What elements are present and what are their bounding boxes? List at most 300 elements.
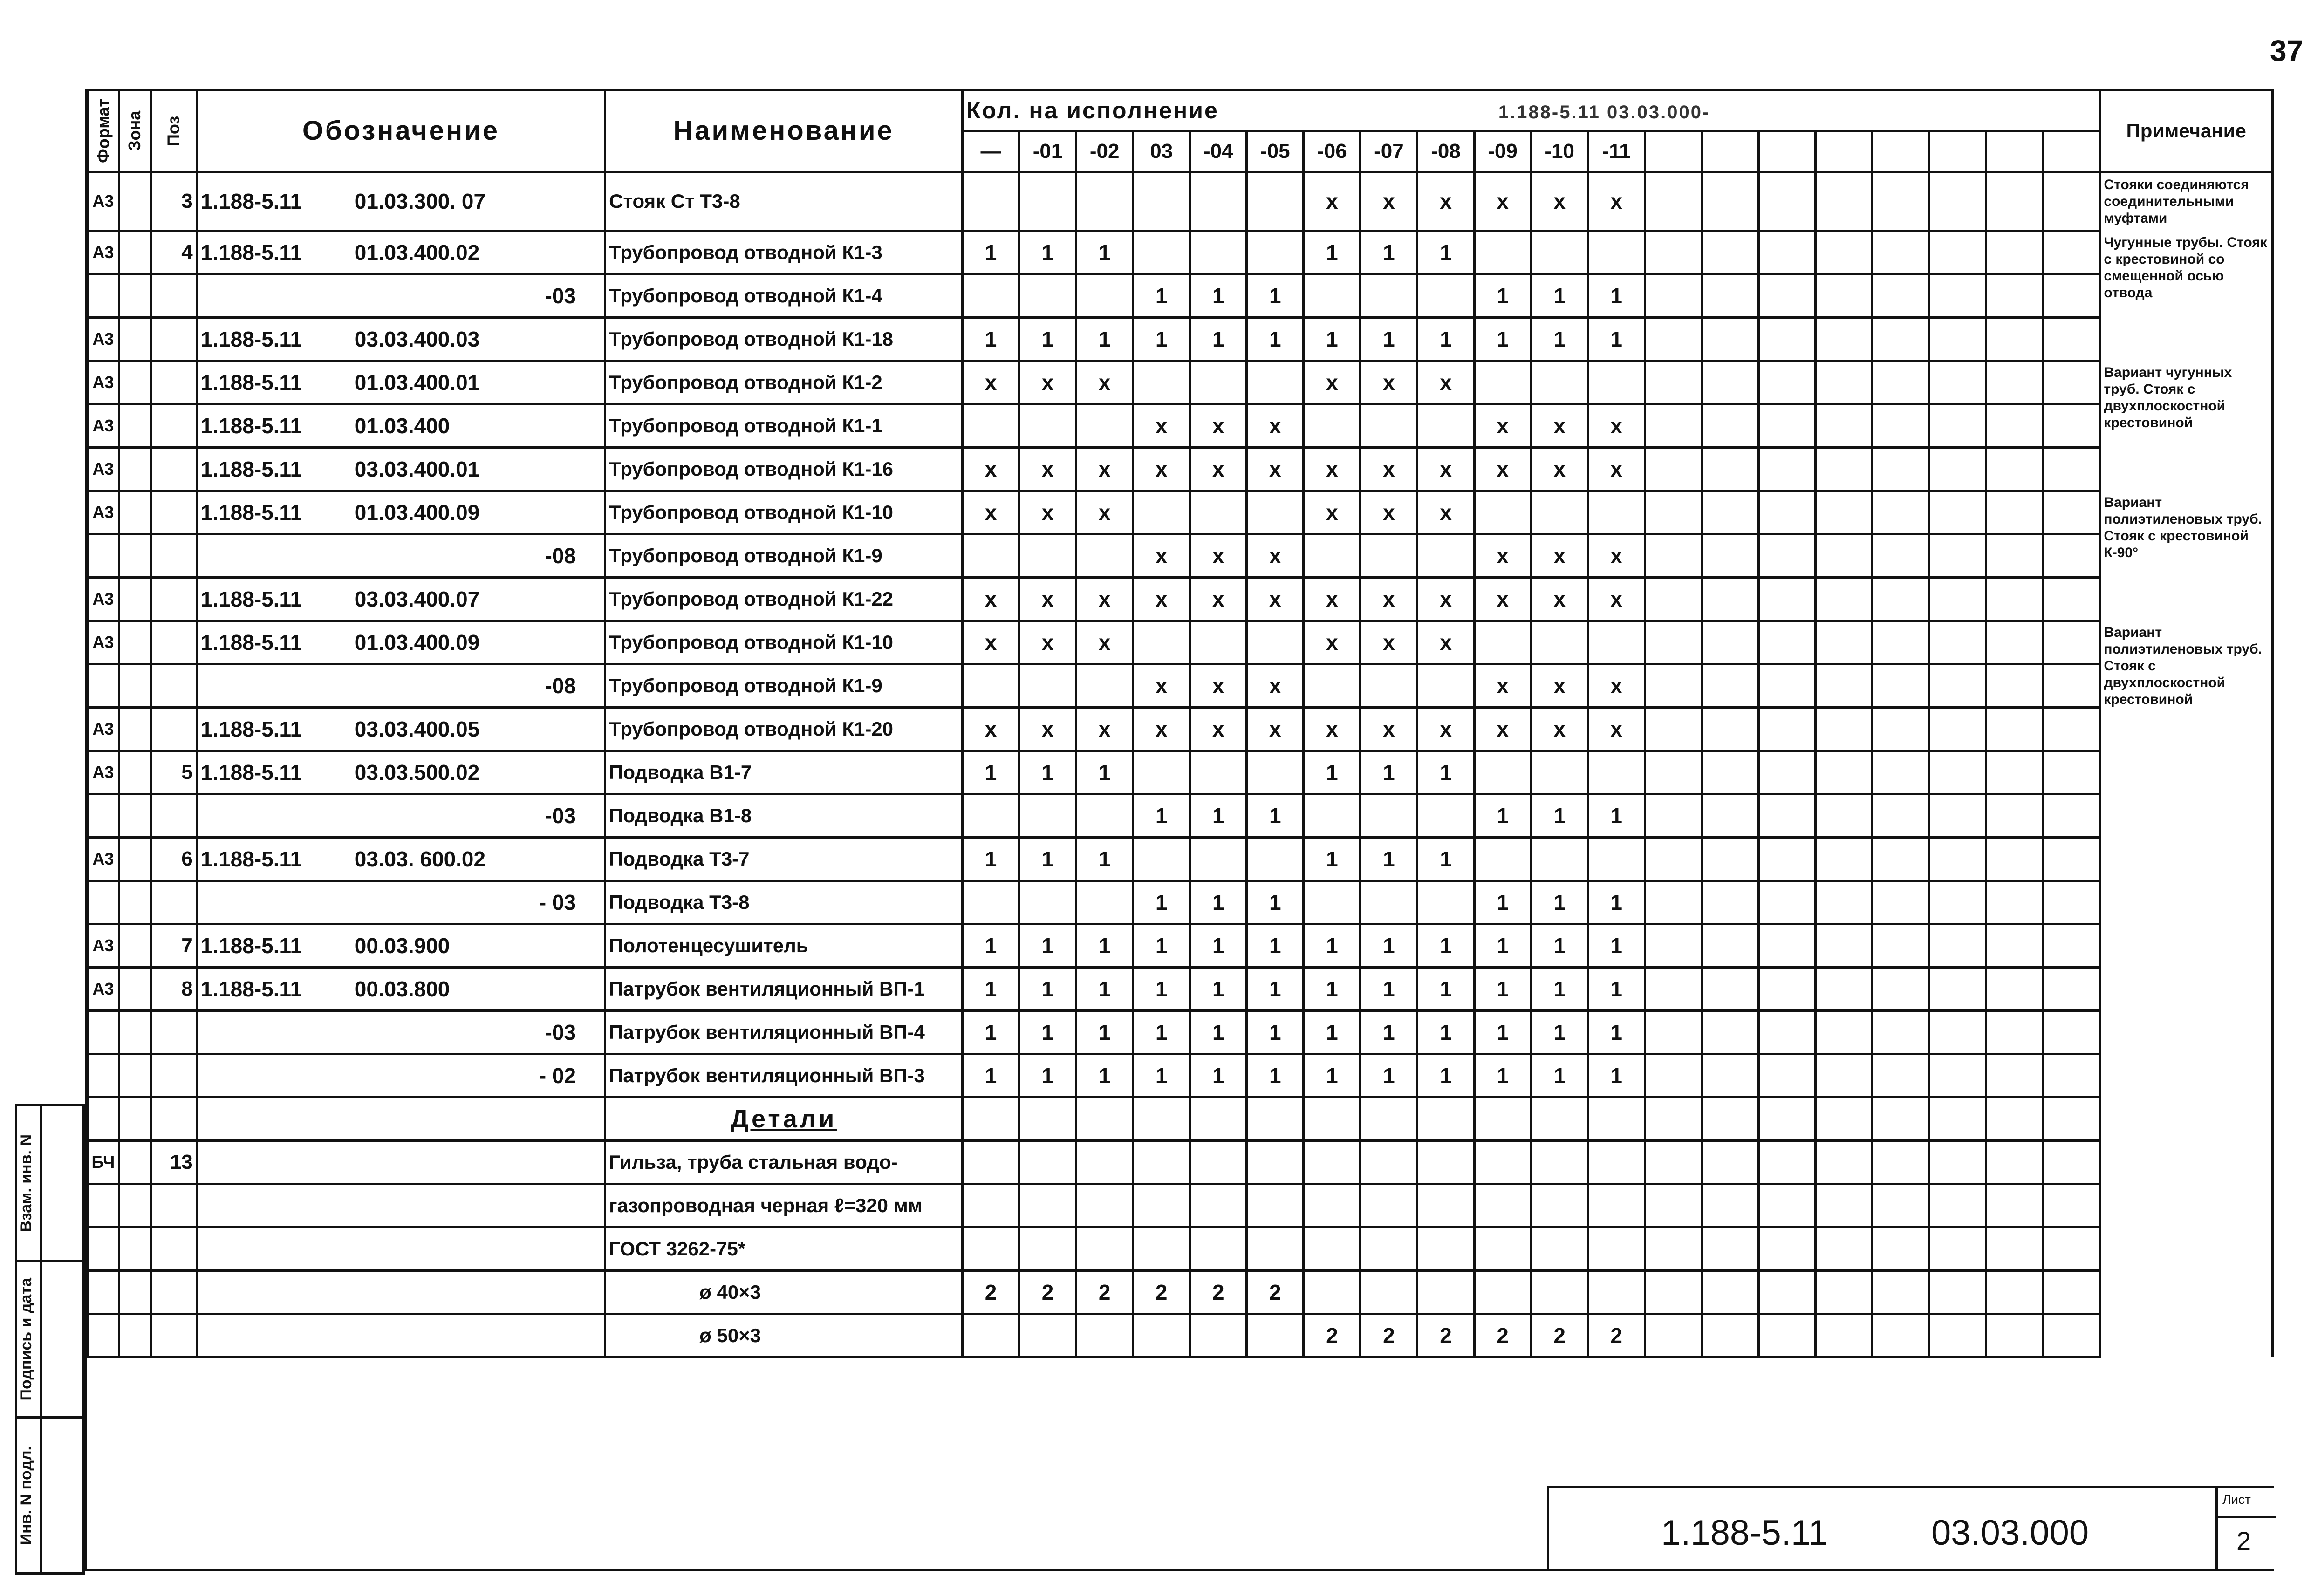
qty-cell — [1361, 1270, 1417, 1314]
qty-cell — [1758, 1097, 1815, 1140]
format-cell: А3 — [88, 172, 119, 231]
qty-cell — [1758, 1314, 1815, 1357]
qty-cell — [2043, 1010, 2100, 1054]
section-heading: Детали — [605, 1097, 963, 1140]
qty-cell — [1588, 231, 1645, 274]
qty-cell — [1758, 317, 1815, 361]
qty-cell: x — [1076, 707, 1133, 750]
qty-cell: x — [1417, 172, 1474, 231]
qty-cell — [1361, 664, 1417, 707]
qty-cell — [1986, 621, 2043, 664]
qty-cell — [1190, 750, 1247, 794]
qty-cell — [1702, 1184, 1758, 1227]
designation-number: 01.03.400.02 — [354, 240, 480, 265]
qty-cell — [1645, 837, 1702, 880]
qty-cell: 1 — [1588, 317, 1645, 361]
qty-cell: x — [1247, 664, 1304, 707]
qty-cell — [1304, 534, 1361, 577]
frame-bottom-line — [86, 1569, 2274, 1571]
qty-cell — [1702, 404, 1758, 447]
qty-cell — [1076, 1227, 1133, 1270]
qty-cell — [1702, 967, 1758, 1010]
qty-cell — [1702, 534, 1758, 577]
zone-cell — [119, 1227, 150, 1270]
qty-cell — [1872, 231, 1929, 274]
pos-cell: 5 — [150, 750, 197, 794]
qty-cell — [1929, 837, 1986, 880]
qty-cell — [1986, 1184, 2043, 1227]
name-cell: Трубопровод отводной К1-22 — [605, 577, 963, 621]
qty-cell — [1076, 1184, 1133, 1227]
zone-cell — [119, 1140, 150, 1184]
format-cell — [88, 1270, 119, 1314]
qty-cell: x — [1531, 664, 1588, 707]
qty-cell — [1588, 837, 1645, 880]
qty-cell — [2043, 577, 2100, 621]
qty-cell — [1531, 750, 1588, 794]
qty-cell — [1588, 361, 1645, 404]
qty-cell — [1190, 621, 1247, 664]
qty-cell — [1929, 794, 1986, 837]
variant-header: -08 — [1417, 131, 1474, 172]
qty-cell: 1 — [1247, 1010, 1304, 1054]
qty-cell — [1133, 231, 1190, 274]
qty-cell — [1872, 361, 1929, 404]
qty-cell: 1 — [1247, 317, 1304, 361]
designation-cell — [197, 361, 605, 404]
qty-cell: x — [1417, 707, 1474, 750]
table-row — [88, 880, 2273, 924]
pos-cell — [150, 664, 197, 707]
qty-cell — [1815, 664, 1872, 707]
qty-cell — [1758, 707, 1815, 750]
note-cell — [2100, 750, 2273, 1357]
variant-header: -06 — [1304, 131, 1361, 172]
qty-cell: 1 — [1133, 794, 1190, 837]
qty-cell — [1929, 1097, 1986, 1140]
qty-cell — [2043, 534, 2100, 577]
name-cell: Трубопровод отводной К1-10 — [605, 621, 963, 664]
qty-cell — [1645, 231, 1702, 274]
qty-cell — [1872, 1010, 1929, 1054]
designation-cell — [197, 794, 605, 837]
qty-cell: 1 — [1190, 967, 1247, 1010]
qty-cell — [1361, 1140, 1417, 1184]
qty-cell — [1702, 1270, 1758, 1314]
qty-cell: x — [1361, 491, 1417, 534]
qty-cell: 1 — [1304, 317, 1361, 361]
qty-cell — [1076, 794, 1133, 837]
zone-cell — [119, 577, 150, 621]
qty-cell — [1929, 1184, 1986, 1227]
qty-cell — [1758, 924, 1815, 967]
qty-cell — [1758, 1054, 1815, 1097]
qty-cell — [1872, 1097, 1929, 1140]
qty-cell — [1645, 707, 1702, 750]
approval-stamp — [15, 1104, 85, 1575]
qty-cell: 1 — [1076, 231, 1133, 274]
qty-cell: x — [1133, 707, 1190, 750]
qty-cell — [1361, 794, 1417, 837]
qty-cell — [1758, 664, 1815, 707]
qty-cell — [1702, 707, 1758, 750]
pos-cell — [150, 794, 197, 837]
qty-cell — [1815, 1314, 1872, 1357]
qty-cell: 1 — [1588, 274, 1645, 317]
qty-cell — [1304, 880, 1361, 924]
qty-cell: 1 — [1019, 750, 1076, 794]
name-cell: ГОСТ 3262-75* — [605, 1227, 963, 1270]
qty-cell — [1815, 1140, 1872, 1184]
qty-cell — [1986, 707, 2043, 750]
table-row — [88, 447, 2273, 491]
qty-cell — [1474, 1227, 1531, 1270]
table-row — [88, 491, 2273, 534]
qty-cell — [1474, 491, 1531, 534]
designation-variant: -03 — [545, 1020, 576, 1044]
qty-cell — [1929, 621, 1986, 664]
qty-cell: 2 — [1417, 1314, 1474, 1357]
format-cell — [88, 794, 119, 837]
qty-cell — [1929, 1270, 1986, 1314]
zone-cell — [119, 172, 150, 231]
qty-cell: 1 — [1304, 967, 1361, 1010]
qty-cell: 1 — [1247, 967, 1304, 1010]
qty-cell: x — [1304, 577, 1361, 621]
qty-cell: 1 — [1133, 924, 1190, 967]
qty-cell — [1076, 664, 1133, 707]
qty-cell: 1 — [1190, 794, 1247, 837]
qty-cell — [1986, 967, 2043, 1010]
designation-series: 1.188-5.11 — [200, 760, 302, 784]
qty-cell — [1645, 1270, 1702, 1314]
qty-cell — [1645, 967, 1702, 1010]
name-cell: Полотенцесушитель — [605, 924, 963, 967]
qty-cell — [1872, 491, 1929, 534]
name-cell: Подводка Т3-8 — [605, 880, 963, 924]
pos-cell: 7 — [150, 924, 197, 967]
format-cell: А3 — [88, 924, 119, 967]
qty-cell — [1815, 1184, 1872, 1227]
variant-header — [1645, 131, 1702, 172]
qty-cell — [1304, 1184, 1361, 1227]
designation-cell — [197, 1227, 605, 1270]
qty-cell — [2043, 274, 2100, 317]
qty-cell — [2043, 1270, 2100, 1314]
pos-cell: 4 — [150, 231, 197, 274]
qty-cell: 1 — [962, 231, 1019, 274]
qty-cell — [1531, 231, 1588, 274]
qty-cell: 1 — [1361, 1010, 1417, 1054]
qty-cell: 1 — [1417, 837, 1474, 880]
qty-cell — [1304, 1270, 1361, 1314]
qty-header-label: Кол. на исполнение — [966, 97, 1219, 123]
qty-cell — [1702, 447, 1758, 491]
qty-cell — [2043, 750, 2100, 794]
qty-cell: 1 — [1019, 1010, 1076, 1054]
frame-left-line — [85, 89, 87, 1571]
qty-cell: 1 — [1417, 967, 1474, 1010]
qty-cell: x — [1588, 534, 1645, 577]
name-header: Наименование — [605, 90, 963, 172]
designation-series: 1.188-5.11 — [200, 457, 302, 481]
name-cell: ø 50×3 — [605, 1314, 963, 1357]
qty-cell — [2043, 447, 2100, 491]
qty-cell: 1 — [1361, 1054, 1417, 1097]
qty-cell — [1076, 534, 1133, 577]
qty-cell: 1 — [1531, 1054, 1588, 1097]
format-cell: А3 — [88, 750, 119, 794]
qty-cell: x — [1588, 707, 1645, 750]
designation-variant: -08 — [545, 543, 576, 568]
qty-cell: 1 — [1190, 1010, 1247, 1054]
table-row — [88, 1314, 2273, 1357]
qty-cell — [1190, 361, 1247, 404]
qty-cell: x — [1019, 361, 1076, 404]
name-cell: Трубопровод отводной К1-16 — [605, 447, 963, 491]
format-cell — [88, 1010, 119, 1054]
note-header: Примечание — [2100, 90, 2273, 172]
qty-cell — [1929, 1010, 1986, 1054]
qty-cell: 1 — [1417, 231, 1474, 274]
qty-cell — [1758, 1184, 1815, 1227]
qty-cell: x — [1304, 707, 1361, 750]
qty-cell — [1474, 1184, 1531, 1227]
qty-cell: 1 — [1474, 1054, 1531, 1097]
specification-table — [86, 89, 2274, 1358]
qty-cell — [1645, 1054, 1702, 1097]
qty-cell — [2043, 837, 2100, 880]
designation-cell — [197, 404, 605, 447]
qty-cell — [1702, 1097, 1758, 1140]
designation-number: 00.03.800 — [354, 976, 450, 1001]
qty-cell — [1417, 664, 1474, 707]
zone-cell — [119, 1054, 150, 1097]
zone-cell — [119, 880, 150, 924]
qty-cell — [1986, 1010, 2043, 1054]
qty-cell: 1 — [1304, 924, 1361, 967]
qty-cell — [1417, 274, 1474, 317]
designation-number: 01.03.400 — [354, 413, 450, 438]
qty-cell — [1076, 172, 1133, 231]
qty-cell — [1247, 361, 1304, 404]
table-row — [88, 621, 2273, 664]
qty-cell: 1 — [1531, 1010, 1588, 1054]
qty-cell — [2043, 317, 2100, 361]
qty-cell: x — [1588, 447, 1645, 491]
designation-series: 1.188-5.11 — [200, 846, 302, 871]
name-cell: Подводка Т3-7 — [605, 837, 963, 880]
format-cell: А3 — [88, 621, 119, 664]
qty-cell: x — [1417, 447, 1474, 491]
qty-cell: 1 — [1247, 924, 1304, 967]
qty-cell: x — [1133, 664, 1190, 707]
qty-cell: 1 — [1304, 231, 1361, 274]
designation-number: 03.03. 600.02 — [354, 846, 486, 871]
variant-header — [1815, 131, 1872, 172]
variant-header: 03 — [1133, 131, 1190, 172]
qty-cell — [1986, 1054, 2043, 1097]
pos-cell — [150, 447, 197, 491]
designation-number: 03.03.500.02 — [354, 760, 480, 784]
qty-cell — [1702, 317, 1758, 361]
qty-cell — [1417, 880, 1474, 924]
table-row — [88, 404, 2273, 447]
qty-cell: 1 — [1417, 750, 1474, 794]
name-cell: Патрубок вентиляционный ВП-4 — [605, 1010, 963, 1054]
replace-inv-label: Взам. инв. N — [17, 1134, 35, 1232]
qty-cell — [962, 274, 1019, 317]
qty-cell — [1361, 274, 1417, 317]
qty-cell — [962, 1184, 1019, 1227]
qty-cell — [1645, 794, 1702, 837]
qty-cell — [1758, 880, 1815, 924]
qty-cell — [1645, 361, 1702, 404]
qty-cell: 1 — [1304, 750, 1361, 794]
format-cell: А3 — [88, 707, 119, 750]
pos-cell — [150, 1097, 197, 1140]
qty-cell: 2 — [1588, 1314, 1645, 1357]
qty-cell — [1758, 577, 1815, 621]
qty-cell — [1815, 1227, 1872, 1270]
qty-cell — [1133, 1097, 1190, 1140]
qty-cell — [1872, 577, 1929, 621]
qty-cell — [1986, 1227, 2043, 1270]
zone-cell — [119, 361, 150, 404]
name-cell: Трубопровод отводной К1-3 — [605, 231, 963, 274]
qty-cell: x — [1531, 534, 1588, 577]
zone-cell — [119, 404, 150, 447]
designation-header: Обозначение — [197, 90, 605, 172]
qty-cell — [1531, 1270, 1588, 1314]
note-cell: Вариант чугунных труб. Стояк с двухплоскостной крестовиной — [2100, 361, 2273, 491]
pos-cell — [150, 274, 197, 317]
designation-cell — [197, 172, 605, 231]
designation-cell — [197, 491, 605, 534]
qty-cell: 1 — [1417, 317, 1474, 361]
qty-cell — [1929, 1314, 1986, 1357]
zone-cell — [119, 967, 150, 1010]
designation-series: 1.188-5.11 — [200, 976, 302, 1001]
qty-cell — [2043, 707, 2100, 750]
qty-cell — [1758, 1140, 1815, 1184]
zone-cell — [119, 664, 150, 707]
format-cell: А3 — [88, 317, 119, 361]
qty-cell — [1588, 491, 1645, 534]
qty-cell — [1702, 231, 1758, 274]
qty-cell: x — [1361, 361, 1417, 404]
qty-cell — [1986, 837, 2043, 880]
qty-cell: 2 — [1076, 1270, 1133, 1314]
table-row — [88, 577, 2273, 621]
qty-cell — [1417, 1227, 1474, 1270]
qty-cell — [1190, 172, 1247, 231]
format-cell — [88, 1227, 119, 1270]
designation-variant: -03 — [545, 283, 576, 308]
qty-cell — [1361, 1097, 1417, 1140]
pos-cell — [150, 1184, 197, 1227]
qty-cell — [1986, 447, 2043, 491]
qty-cell — [1474, 1140, 1531, 1184]
qty-cell: x — [1247, 707, 1304, 750]
name-cell: Трубопровод отводной К1-1 — [605, 404, 963, 447]
variant-header: -04 — [1190, 131, 1247, 172]
name-cell: Патрубок вентиляционный ВП-1 — [605, 967, 963, 1010]
qty-cell — [962, 1227, 1019, 1270]
designation-series: 1.188-5.11 — [200, 189, 302, 213]
qty-cell — [1815, 1010, 1872, 1054]
qty-cell — [2043, 621, 2100, 664]
note-cell: Чугунные трубы. Стояк с крестовиной со смещенной осью отвода — [2100, 231, 2273, 361]
qty-cell: 2 — [1531, 1314, 1588, 1357]
table-row — [88, 1054, 2273, 1097]
qty-cell: x — [1588, 404, 1645, 447]
table-row — [88, 231, 2273, 274]
qty-cell — [1815, 750, 1872, 794]
qty-cell — [1815, 621, 1872, 664]
qty-cell: 1 — [1531, 967, 1588, 1010]
name-cell: Подводка В1-8 — [605, 794, 963, 837]
qty-cell: 1 — [1361, 231, 1417, 274]
qty-cell — [1019, 880, 1076, 924]
format-cell — [88, 274, 119, 317]
qty-cell — [1929, 1054, 1986, 1097]
table-row — [88, 1227, 2273, 1270]
qty-cell: x — [1474, 577, 1531, 621]
qty-cell — [1645, 621, 1702, 664]
qty-cell — [1417, 1097, 1474, 1140]
qty-cell — [2043, 1054, 2100, 1097]
format-cell: А3 — [88, 577, 119, 621]
qty-cell: 1 — [1474, 1010, 1531, 1054]
name-cell: Трубопровод отводной К1-2 — [605, 361, 963, 404]
qty-cell — [1474, 1097, 1531, 1140]
qty-cell: x — [1133, 534, 1190, 577]
qty-cell: 1 — [1588, 1054, 1645, 1097]
qty-cell: 1 — [1019, 924, 1076, 967]
designation-cell — [197, 274, 605, 317]
qty-cell — [1019, 274, 1076, 317]
variant-header — [2043, 131, 2100, 172]
qty-cell: 1 — [1019, 317, 1076, 361]
qty-cell — [1247, 491, 1304, 534]
table-row — [88, 1270, 2273, 1314]
qty-cell — [1019, 1184, 1076, 1227]
table-row — [88, 837, 2273, 880]
zone-cell — [119, 317, 150, 361]
qty-cell — [1645, 447, 1702, 491]
designation-cell — [197, 621, 605, 664]
qty-cell: x — [1019, 447, 1076, 491]
qty-cell — [1872, 1184, 1929, 1227]
qty-cell — [1702, 172, 1758, 231]
qty-cell: x — [1247, 577, 1304, 621]
qty-cell — [1133, 1314, 1190, 1357]
note-cell: Вариант полиэтиленовых труб. Стояк с двухплоскостной крестовиной — [2100, 621, 2273, 750]
qty-cell: 1 — [1076, 1054, 1133, 1097]
designation-cell — [197, 707, 605, 750]
sheet-divider — [2218, 1516, 2276, 1518]
qty-cell: 1 — [1133, 317, 1190, 361]
format-cell: А3 — [88, 404, 119, 447]
qty-cell — [1645, 1140, 1702, 1184]
qty-cell: x — [1247, 447, 1304, 491]
format-cell: А3 — [88, 231, 119, 274]
qty-cell: x — [1019, 621, 1076, 664]
designation-series: 1.188-5.11 — [200, 240, 302, 265]
qty-cell — [1133, 1227, 1190, 1270]
qty-cell — [1133, 1140, 1190, 1184]
